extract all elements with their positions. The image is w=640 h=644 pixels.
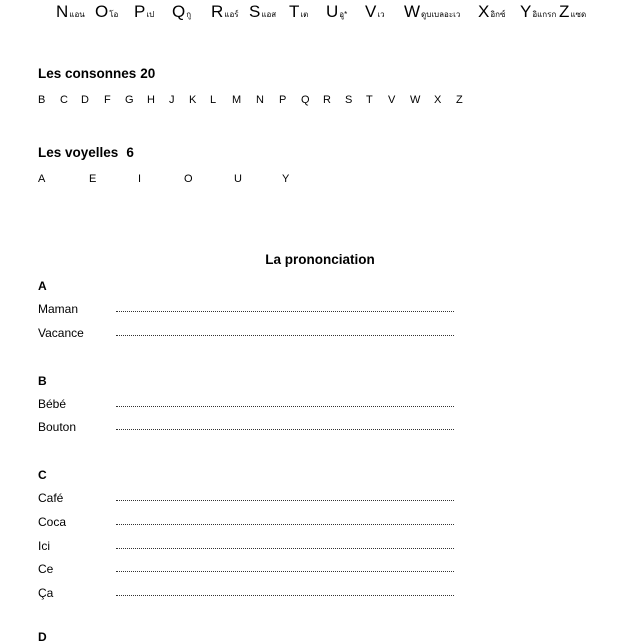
pronunciation-group-letter: D (38, 630, 47, 644)
pronunciation-group-letter: A (38, 279, 47, 293)
consonant-letter: G (125, 94, 134, 106)
consonant-letter-list (38, 94, 598, 110)
answer-dotted-line (116, 429, 454, 430)
vowel-letter: E (89, 173, 97, 185)
alphabet-thai-phonetic: โอ (109, 10, 119, 19)
answer-dotted-line (116, 548, 454, 549)
consonant-letter: V (388, 94, 396, 106)
alphabet-item (404, 2, 460, 22)
consonant-letter: C (60, 94, 68, 106)
alphabet-letter: W (404, 2, 421, 21)
alphabet-item (249, 2, 276, 22)
consonant-letter: Q (301, 94, 310, 106)
alphabet-letter: T (289, 2, 300, 21)
consonant-letter: Z (456, 94, 463, 106)
pronunciation-title: La prononciation (265, 252, 375, 267)
alphabet-letter: U (326, 2, 339, 21)
vowels-title: Les voyelles (38, 145, 119, 160)
vowel-letter: Y (282, 173, 290, 185)
alphabet-item (289, 2, 308, 22)
vowel-letter: I (138, 173, 142, 185)
alphabet-thai-phonetic: อิแกรก (532, 10, 557, 19)
pronunciation-word: Coca (38, 515, 67, 529)
alphabet-thai-phonetic: อิกซ์ (490, 10, 506, 19)
alphabet-phonetic-line (56, 2, 636, 28)
answer-dotted-line (116, 500, 454, 501)
pronunciation-word: Bébé (38, 397, 67, 411)
pronunciation-row (38, 515, 458, 531)
vowels-count: 6 (126, 145, 134, 160)
alphabet-item (56, 2, 85, 22)
consonant-letter: M (232, 94, 242, 106)
pronunciation-row (38, 302, 458, 318)
pronunciation-word: Café (38, 491, 64, 505)
answer-dotted-line (116, 595, 454, 596)
pronunciation-word: Maman (38, 302, 79, 316)
alphabet-thai-phonetic: กู (186, 10, 192, 19)
pronunciation-word: Ce (38, 562, 54, 576)
answer-dotted-line (116, 524, 454, 525)
alphabet-thai-phonetic: แซด (570, 10, 587, 19)
pronunciation-row (38, 420, 458, 436)
alphabet-thai-phonetic: เต (300, 10, 309, 19)
consonant-letter: T (366, 94, 373, 106)
alphabet-item (134, 2, 154, 22)
consonant-letter: K (189, 94, 197, 106)
pronunciation-row (38, 491, 458, 507)
alphabet-letter: Q (172, 2, 186, 21)
consonant-letter: W (410, 94, 421, 106)
consonant-letter: R (323, 94, 331, 106)
alphabet-letter: N (56, 2, 69, 21)
alphabet-item (95, 2, 118, 22)
pronunciation-row (38, 397, 458, 413)
pronunciation-group-letter: B (38, 374, 47, 388)
vowel-letter: O (184, 173, 193, 185)
consonant-letter: L (210, 94, 217, 106)
answer-dotted-line (116, 311, 454, 312)
consonant-letter: B (38, 94, 46, 106)
vowel-letter-list (38, 173, 598, 189)
consonant-letter: P (279, 94, 287, 106)
pronunciation-word: Bouton (38, 420, 77, 434)
alphabet-item (559, 2, 586, 22)
alphabet-letter: Y (520, 2, 532, 21)
pronunciation-word: Vacance (38, 326, 84, 340)
pronunciation-word: Ça (38, 586, 54, 600)
alphabet-item (478, 2, 505, 22)
alphabet-letter: R (211, 2, 224, 21)
pronunciation-group-letter: C (38, 468, 47, 482)
alphabet-letter: Z (559, 2, 570, 21)
consonants-count: 20 (140, 66, 156, 81)
alphabet-item (326, 2, 347, 22)
vowels-heading (38, 145, 134, 160)
consonant-letter: S (345, 94, 353, 106)
alphabet-item (520, 2, 556, 22)
answer-dotted-line (116, 406, 454, 407)
consonant-letter: D (81, 94, 89, 106)
consonant-letter: N (256, 94, 264, 106)
pronunciation-row (38, 562, 458, 578)
pronunciation-row (38, 326, 458, 342)
alphabet-item (365, 2, 385, 22)
alphabet-letter: V (365, 2, 377, 21)
alphabet-item (211, 2, 239, 22)
consonants-title: Les consonnes (38, 66, 137, 81)
answer-dotted-line (116, 335, 454, 336)
alphabet-thai-phonetic: แอน (69, 10, 85, 19)
alphabet-thai-phonetic: อู* (339, 10, 348, 19)
alphabet-thai-phonetic: แอส (261, 10, 277, 19)
pronunciation-row (38, 539, 458, 555)
alphabet-thai-phonetic: ดูบเบลอะเว (421, 10, 461, 19)
pronunciation-word: Ici (38, 539, 50, 553)
consonant-letter: X (434, 94, 442, 106)
answer-dotted-line (116, 571, 454, 572)
alphabet-thai-phonetic: แอร์ (224, 10, 239, 19)
alphabet-thai-phonetic: เว (377, 10, 385, 19)
pronunciation-row (38, 586, 458, 602)
consonant-letter: F (104, 94, 111, 106)
vowel-letter: U (234, 173, 242, 185)
consonant-letter: J (169, 94, 175, 106)
vowel-letter: A (38, 173, 46, 185)
alphabet-item (172, 2, 191, 22)
alphabet-letter: O (95, 2, 109, 21)
alphabet-letter: X (478, 2, 490, 21)
consonants-heading (38, 66, 155, 81)
alphabet-letter: S (249, 2, 261, 21)
alphabet-thai-phonetic: เป (146, 10, 155, 19)
alphabet-letter: P (134, 2, 146, 21)
consonant-letter: H (147, 94, 155, 106)
